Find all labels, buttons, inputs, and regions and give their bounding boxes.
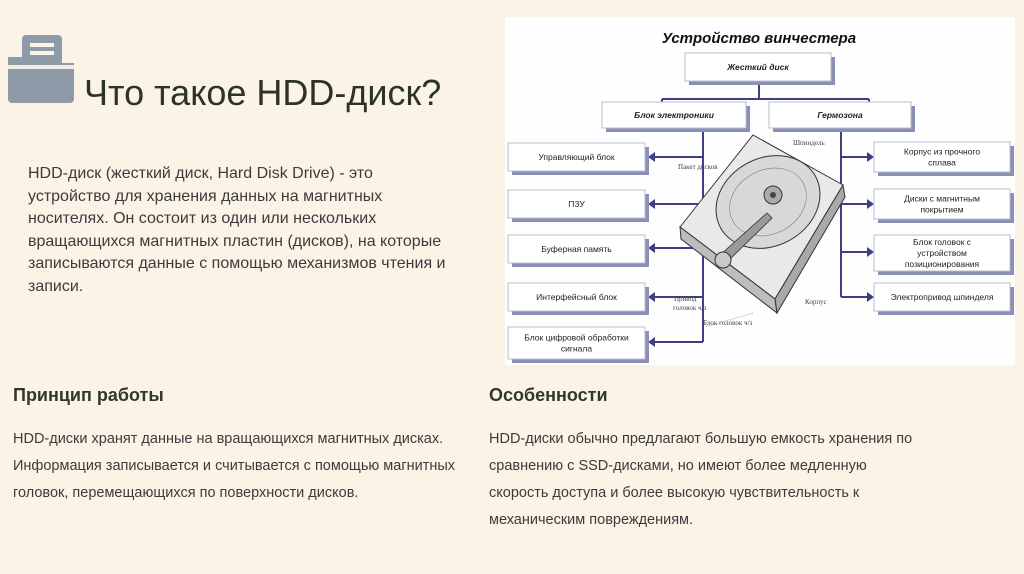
principle-body: HDD-диски хранят данные на вращающихся магнитных дисках. Информация записывается и считывается с помощью магнитных головок, перемещающихся по поверхности дисков. <box>13 431 456 501</box>
intro-paragraph: HDD-диск (жесткий диск, Hard Disk Drive) - это устройство для хранения данных на магнитных носителях. Он состоит из один или нескольких вращающихся магнитных пластин (дисков), на которые записываются данные с помощью механизмов чтения и записи. <box>28 165 446 295</box>
diagram-group-electronics <box>602 102 750 132</box>
hdd-label-case: Корпус <box>805 298 827 306</box>
diagram-left-item-box <box>508 327 649 363</box>
diagram-right-items <box>874 142 1014 315</box>
diagram-right-item-box <box>874 142 1014 176</box>
diagram-right-item-box <box>874 235 1014 275</box>
diagram-left-item-box <box>508 143 649 175</box>
diagram-group-electronics-label: Блок электроники <box>634 110 714 120</box>
hdd-label-spindle: Шпиндель <box>793 139 825 147</box>
features-body: HDD-диски обычно предлагают большую емкость хранения по сравнению с SSD-дисками, но имеют более медленную скорость доступа и более высокую чувствительность к механическим повреждениям. <box>489 431 913 528</box>
diagram-root-label: Жесткий диск <box>727 62 789 72</box>
diagram-right-item-label: позиционирования <box>904 259 980 269</box>
hdd-label-heads-drive: головок ч/з <box>673 304 707 312</box>
diagram-right-item-label: Корпус из прочного <box>903 146 981 157</box>
page-title: Что такое HDD-диск? <box>84 72 442 113</box>
diagram-left-item-box <box>508 283 649 315</box>
diagram-left-item-box <box>508 190 649 222</box>
diagram-right-item-box <box>874 283 1014 315</box>
diagram-left-item-label: сигнала <box>560 343 593 354</box>
diagram-left-item-label: ПЗУ <box>568 199 585 209</box>
diagram-right-item-label: покрытием <box>920 204 964 215</box>
diagram-right-item-label: Электропривод шпинделя <box>890 292 994 302</box>
diagram-left-item-box <box>508 235 649 267</box>
diagram-root-box <box>685 53 835 85</box>
hdd-structure-diagram <box>505 17 1015 365</box>
diagram-left-item-label: Интерфейсный блок <box>536 292 617 302</box>
diagram-left-item-label: Буферная память <box>541 244 612 254</box>
diagram-right-item-label: Блок головок с <box>912 237 972 247</box>
diagram-left-item-label: Блок цифровой обработки <box>524 332 629 343</box>
hdd-label-heads-block: Блок головок ч/з <box>703 319 753 327</box>
folder-document-icon <box>8 35 74 103</box>
hdd-label-drive: Привод <box>674 295 697 303</box>
hdd-illustration <box>673 135 845 327</box>
diagram-title: Устройство винчестера <box>661 30 857 47</box>
diagram-right-item-label: сплава <box>928 157 956 168</box>
diagram-right-item-label: устройством <box>917 248 967 258</box>
hdd-label-platters: Пакет дисков <box>678 163 718 171</box>
diagram-right-item-label: Диски с магнитным <box>904 193 980 204</box>
diagram-group-hermozone <box>769 102 915 132</box>
diagram-group-hermozone-label: Гермозона <box>817 110 863 120</box>
principle-heading: Принцип работы <box>13 385 164 405</box>
diagram-left-items <box>508 143 649 363</box>
features-heading: Особенности <box>489 385 608 405</box>
diagram-left-item-label: Управляющий блок <box>538 152 615 162</box>
diagram-right-item-box <box>874 189 1014 223</box>
